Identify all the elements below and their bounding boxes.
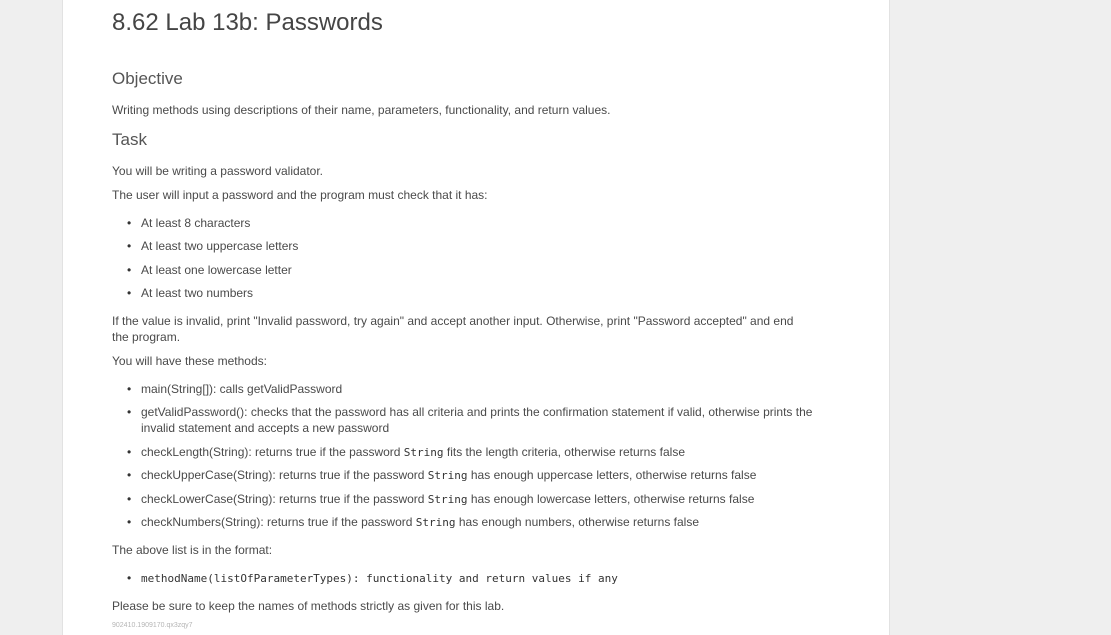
task-intro-1: You will be writing a password validator.	[112, 164, 324, 178]
objective-heading: Objective	[112, 69, 183, 88]
format-item	[141, 570, 821, 587]
method-check-numbers	[141, 514, 821, 531]
method-text: fits the length criteria, otherwise returns false	[443, 445, 685, 459]
objective-text: Writing methods using descriptions of their name, parameters, functionality, and return values.	[112, 103, 611, 117]
code-string: String	[415, 516, 456, 529]
criteria-item: • At least one lowercase letter	[141, 262, 821, 278]
footer-id: 902410.1909170.qx3zqy7	[112, 622, 193, 629]
method-text: has enough numbers, otherwise returns false	[455, 515, 699, 529]
invalid-instructions: If the value is invalid, print "Invalid password, try again" and accept another input. Otherwise, print "Password accepted" and end the program.	[112, 314, 794, 344]
task-heading: Task	[112, 130, 147, 149]
method-get-valid-password: • getValidPassword(): checks that the password has all criteria and prints the confirmation statement if valid, otherwise prints the invalid statement and accepts a new password	[141, 404, 821, 436]
method-check-upper-case	[141, 467, 821, 484]
method-text: checkNumbers(String): returns true if the password	[141, 515, 416, 529]
method-text: has enough uppercase letters, otherwise returns false	[467, 468, 757, 482]
criteria-item: • At least 8 characters	[141, 215, 821, 231]
method-text: checkUpperCase(String): returns true if the password	[141, 468, 428, 482]
method-text: has enough lowercase letters, otherwise returns false	[467, 492, 755, 506]
method-check-lower-case	[141, 491, 821, 508]
format-code: methodName(listOfParameterTypes): functionality and return values if any	[141, 572, 618, 585]
code-string: String	[403, 446, 444, 459]
code-string: String	[427, 469, 468, 482]
code-string: String	[427, 493, 468, 506]
criteria-item: • At least two uppercase letters	[141, 238, 821, 254]
format-intro: The above list is in the format:	[112, 543, 273, 557]
closing-note: Please be sure to keep the names of methods strictly as given for this lab.	[112, 599, 505, 613]
method-check-length	[141, 444, 821, 461]
page-title: 8.62 Lab 13b: Passwords	[112, 9, 383, 36]
lab-page	[62, 0, 890, 635]
method-text: checkLowerCase(String): returns true if the password	[141, 492, 428, 506]
criteria-item: • At least two numbers	[141, 285, 821, 301]
task-intro-2: The user will input a password and the program must check that it has:	[112, 188, 488, 202]
methods-intro: You will have these methods:	[112, 354, 267, 368]
method-text: checkLength(String): returns true if the password	[141, 445, 404, 459]
method-main: • main(String[]): calls getValidPassword	[141, 381, 821, 397]
